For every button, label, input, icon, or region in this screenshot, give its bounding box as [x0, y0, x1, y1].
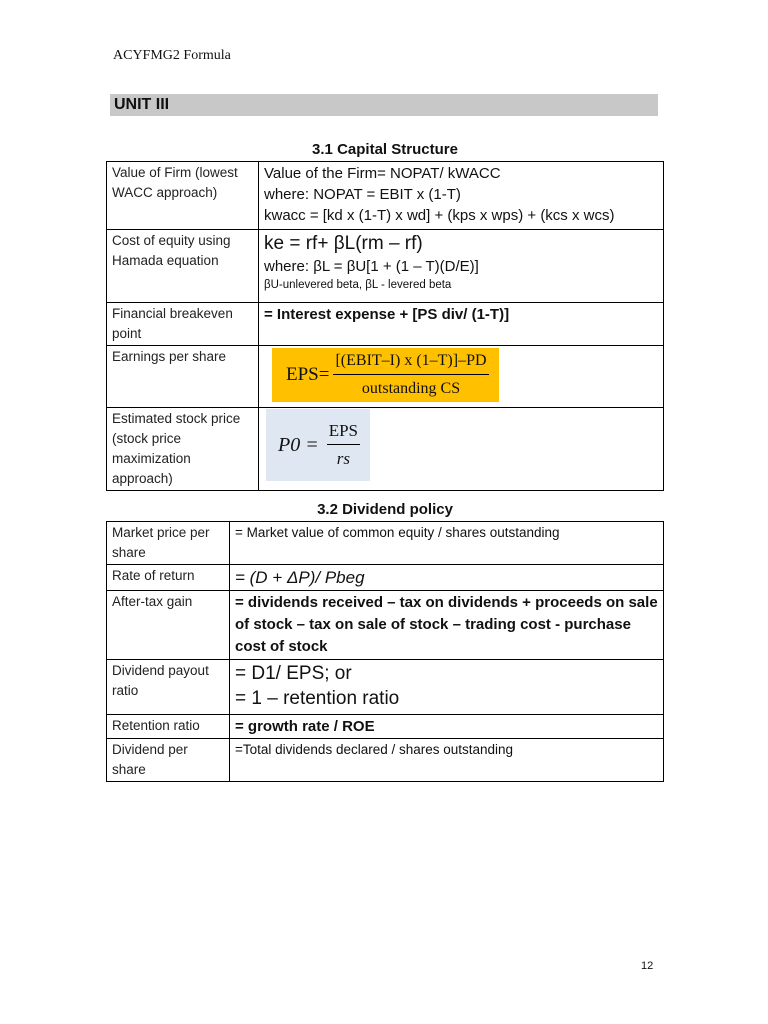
formula-line: ke = rf+ βL(rm – rf) — [264, 233, 423, 254]
stock-price-formula-cell — [259, 408, 664, 491]
table-row — [107, 162, 664, 230]
p0-lhs: P0 = — [278, 434, 319, 456]
row-label: Earnings per share — [107, 346, 259, 408]
dividend-policy-table — [106, 521, 664, 782]
eps-formula-box — [272, 348, 499, 402]
retention-ratio-formula: = growth rate / ROE — [230, 715, 664, 739]
table-row — [107, 739, 664, 782]
table-row — [107, 660, 664, 715]
row-label: Retention ratio — [107, 715, 230, 739]
after-tax-gain-formula: = dividends received – tax on dividends + proceeds on sale of stock – tax on sale of stock – trading cost - purchase cost of stock — [230, 591, 664, 660]
unit-heading: UNIT III — [110, 94, 658, 116]
row-label: Market price per share — [107, 522, 230, 565]
payout-ratio-formula — [230, 660, 664, 715]
table-row — [107, 522, 664, 565]
row-label: Value of Firm (lowest WACC approach) — [107, 162, 259, 230]
eps-fraction — [333, 351, 488, 399]
row-label: Estimated stock price (stock price maximization approach) — [107, 408, 259, 491]
table-row — [107, 565, 664, 591]
eps-lhs: EPS= — [286, 364, 330, 385]
row-value: =Total dividends declared / shares outstanding — [230, 739, 664, 782]
row-label: Dividend payout ratio — [107, 660, 230, 715]
formula-line: = D1/ EPS; or — [235, 663, 352, 684]
eps-denominator: outstanding CS — [361, 380, 461, 397]
section-title-capital-structure: 3.1 Capital Structure — [312, 141, 458, 158]
row-label: Cost of equity using Hamada equation — [107, 230, 259, 303]
formula-line: = 1 – retention ratio — [235, 688, 400, 709]
p0-fraction — [327, 421, 360, 469]
value-of-firm-formula — [259, 162, 664, 230]
row-label: After-tax gain — [107, 591, 230, 660]
table-row — [107, 408, 664, 491]
row-label: Financial breakeven point — [107, 303, 259, 346]
eps-formula-cell — [259, 346, 664, 408]
table-row — [107, 715, 664, 739]
table-row — [107, 230, 664, 303]
hamada-formula — [259, 230, 664, 303]
rate-of-return-formula: = (D + ΔP)/ Pbeg — [230, 565, 664, 591]
formula-line: Value of the Firm= NOPAT/ kWACC — [264, 165, 501, 182]
table-row — [107, 346, 664, 408]
p0-numerator: EPS — [327, 421, 360, 445]
table-row — [107, 591, 664, 660]
row-value: = Market value of common equity / shares outstanding — [230, 522, 664, 565]
breakeven-formula: = Interest expense + [PS div/ (1-T)] — [259, 303, 664, 346]
formula-line: where: βL = βU[1 + (1 – T)(D/E)] — [264, 258, 479, 275]
row-label: Dividend per share — [107, 739, 230, 782]
section-title-dividend-policy: 3.2 Dividend policy — [317, 501, 453, 518]
page-number: 12 — [641, 960, 654, 972]
document-header: ACYFMG2 Formula — [113, 48, 231, 63]
table-row — [107, 303, 664, 346]
formula-line: where: NOPAT = EBIT x (1-T) — [264, 186, 461, 203]
p0-denominator: rs — [336, 449, 350, 468]
stock-price-formula-box — [266, 409, 370, 481]
eps-numerator: [(EBIT–I) x (1–T)]–PD — [333, 351, 488, 375]
row-label: Rate of return — [107, 565, 230, 591]
capital-structure-table — [106, 161, 664, 491]
formula-line: kwacc = [kd x (1-T) x wd] + (kps x wps) + (kcs x wcs) — [264, 207, 615, 224]
formula-note: βU-unlevered beta, βL - levered beta — [264, 279, 452, 291]
